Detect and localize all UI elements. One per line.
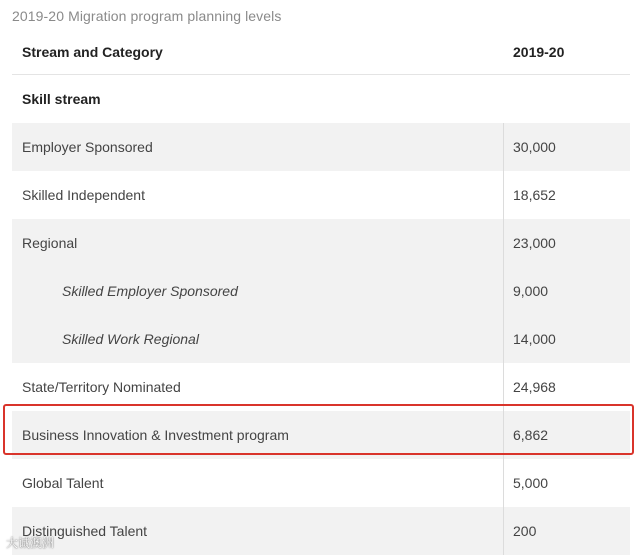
table-row <box>12 219 630 267</box>
row-value: 9,000 <box>513 283 549 299</box>
watermark: 大诚澳洲 <box>6 536 55 550</box>
row-category: Employer Sponsored <box>22 139 153 155</box>
table-row <box>12 507 630 555</box>
table-row <box>12 123 630 171</box>
row-value: 24,968 <box>513 379 556 395</box>
section-label: Skill stream <box>22 91 101 107</box>
row-value: 200 <box>513 523 537 539</box>
row-value: 18,652 <box>513 187 556 203</box>
row-value: 5,000 <box>513 475 549 491</box>
header-value: 2019-20 <box>513 44 565 60</box>
planning-levels-table <box>12 30 630 555</box>
row-category: Distinguished Talent <box>22 523 148 539</box>
row-value: 23,000 <box>513 235 556 251</box>
row-category: Global Talent <box>22 475 104 491</box>
row-value: 14,000 <box>513 331 556 347</box>
table-row <box>12 267 630 315</box>
row-category: State/Territory Nominated <box>22 379 181 395</box>
row-subcategory: Skilled Work Regional <box>62 331 199 347</box>
table-caption: 2019-20 Migration program planning levels <box>12 8 282 24</box>
row-category: Business Innovation & Investment program <box>22 427 289 443</box>
header-category: Stream and Category <box>22 44 163 60</box>
row-category: Regional <box>22 235 78 251</box>
table-header-row <box>12 30 630 75</box>
row-category: Skilled Independent <box>22 187 145 203</box>
row-value: 6,862 <box>513 427 549 443</box>
table-row <box>12 459 630 507</box>
table-row <box>12 363 630 411</box>
table-row-highlighted <box>12 411 630 459</box>
row-subcategory: Skilled Employer Sponsored <box>62 283 238 299</box>
section-skill-stream <box>12 75 630 123</box>
row-value: 30,000 <box>513 139 556 155</box>
table-row <box>12 171 630 219</box>
table-row <box>12 315 630 363</box>
